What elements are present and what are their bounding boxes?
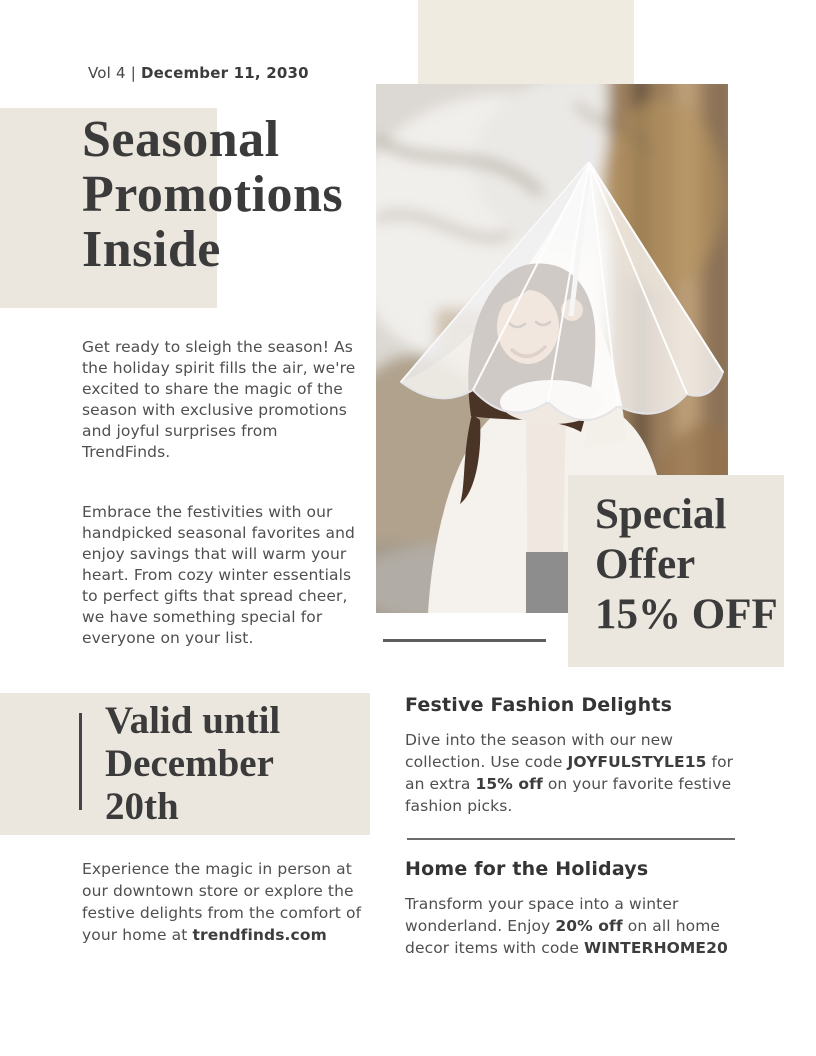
page-title-line-3: Inside	[82, 221, 221, 278]
section-divider-rule	[407, 838, 735, 840]
special-offer-text	[595, 490, 778, 640]
validity-line-3: 20th	[105, 785, 179, 828]
intro-paragraph-1: Get ready to sleigh the season! As the holiday spirit fills the air, we're excited to share the magic of the season with exclusive promotions and joyful surprises from TrendFinds.	[82, 338, 356, 461]
intro-paragraph-2: Embrace the festivities with our handpicked seasonal favorites and enjoy savings that will warm your heart. From cozy winter essentials to perfect gifts that spread cheer, we have something special for everyone on your list.	[82, 503, 355, 647]
validity-text	[105, 699, 280, 828]
validity-line-2: December	[105, 742, 274, 785]
fashion-section-heading: Festive Fashion Delights	[405, 694, 673, 716]
home-section-paragraph: Transform your space into a winter wonderland. Enjoy 20% off on all home decor items with code WINTERHOME20	[405, 895, 728, 957]
validity-accent-bar	[79, 713, 82, 810]
offer-line-1: Special	[595, 491, 727, 538]
page-title-line-1: Seasonal	[82, 111, 280, 168]
home-section-heading: Home for the Holidays	[405, 858, 649, 880]
store-info-paragraph: Experience the magic in person at our downtown store or explore the festive delights from the comfort of your home at trendfinds.com	[82, 860, 362, 944]
issue-date: December 11, 2030	[140, 64, 309, 82]
photo-underline-rule	[383, 639, 546, 642]
volume-label: Vol 4 |	[88, 64, 141, 82]
masthead	[88, 62, 309, 84]
page-title-line-2: Promotions	[82, 166, 344, 223]
fashion-section-paragraph: Dive into the season with our new collection. Use code JOYFULSTYLE15 for an extra 15% off on your favorite festive fashion picks.	[405, 731, 734, 815]
offer-line-3: 15% OFF	[595, 591, 778, 638]
offer-line-2: Offer	[595, 541, 696, 588]
page-title	[82, 112, 343, 277]
top-right-accent-block	[418, 0, 634, 84]
validity-line-1: Valid until	[105, 699, 281, 742]
